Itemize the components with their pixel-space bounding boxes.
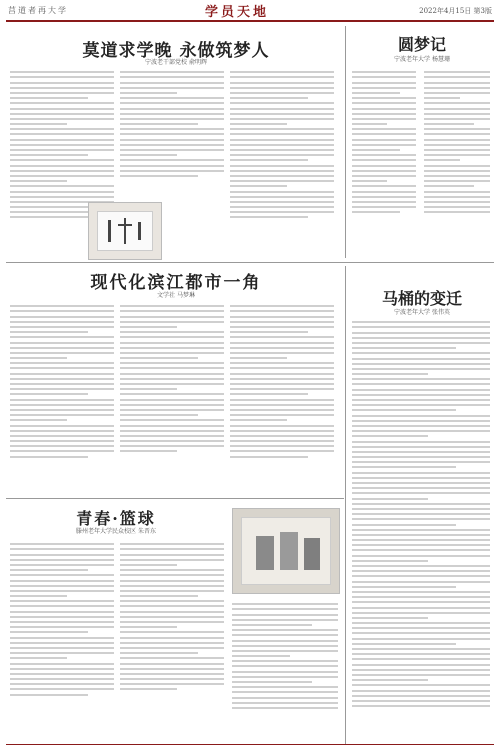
article-title-4: 马桶的变迁 bbox=[381, 289, 462, 308]
section-divider-1 bbox=[6, 262, 494, 263]
article-title-3: 现代化滨江都市一角 bbox=[90, 273, 262, 293]
article-title-5: 青春·篮球 bbox=[76, 509, 156, 528]
article-title-2: 圆梦记 bbox=[397, 35, 446, 54]
article-4-body bbox=[352, 318, 490, 744]
photo-image bbox=[232, 508, 340, 594]
article-3-column-1 bbox=[10, 302, 114, 496]
article-byline-2: 宁波老年大学 杨慧珊 bbox=[394, 56, 450, 63]
footer-rule bbox=[6, 744, 494, 745]
article-1-column-2 bbox=[120, 68, 224, 198]
article-title-1: 莫道求学晚 永做筑梦人 bbox=[82, 41, 270, 61]
section-divider-2 bbox=[6, 498, 344, 499]
article-byline-1: 宁波老干部党校 俞明辉 bbox=[145, 59, 207, 66]
article-byline-4: 宁波老年大学 张伟英 bbox=[394, 309, 450, 316]
article-3-column-2 bbox=[120, 302, 224, 496]
calligraphy-image bbox=[88, 202, 162, 260]
section-title: 学员天地 bbox=[205, 5, 270, 20]
article-byline-3: 文学社 马梦琳 bbox=[157, 292, 195, 299]
article-5-column-2 bbox=[120, 540, 224, 744]
article-2-column-1 bbox=[352, 68, 416, 256]
article-5-column-3 bbox=[232, 600, 338, 744]
header-left-text: 莒道者再大学 bbox=[8, 6, 68, 15]
article-1-column-3 bbox=[230, 68, 334, 258]
column-divider-2 bbox=[345, 266, 346, 744]
page-header bbox=[0, 0, 500, 22]
article-3-column-3 bbox=[230, 302, 334, 496]
article-byline-5: 滕州老年大学民众校区 朱晋东 bbox=[76, 528, 156, 535]
article-5-column-1 bbox=[10, 540, 114, 744]
column-divider-1 bbox=[345, 26, 346, 258]
article-2-column-2 bbox=[424, 68, 490, 256]
header-rule bbox=[6, 20, 494, 22]
date-edition: 2022年4月15日 第3版 bbox=[419, 7, 492, 15]
